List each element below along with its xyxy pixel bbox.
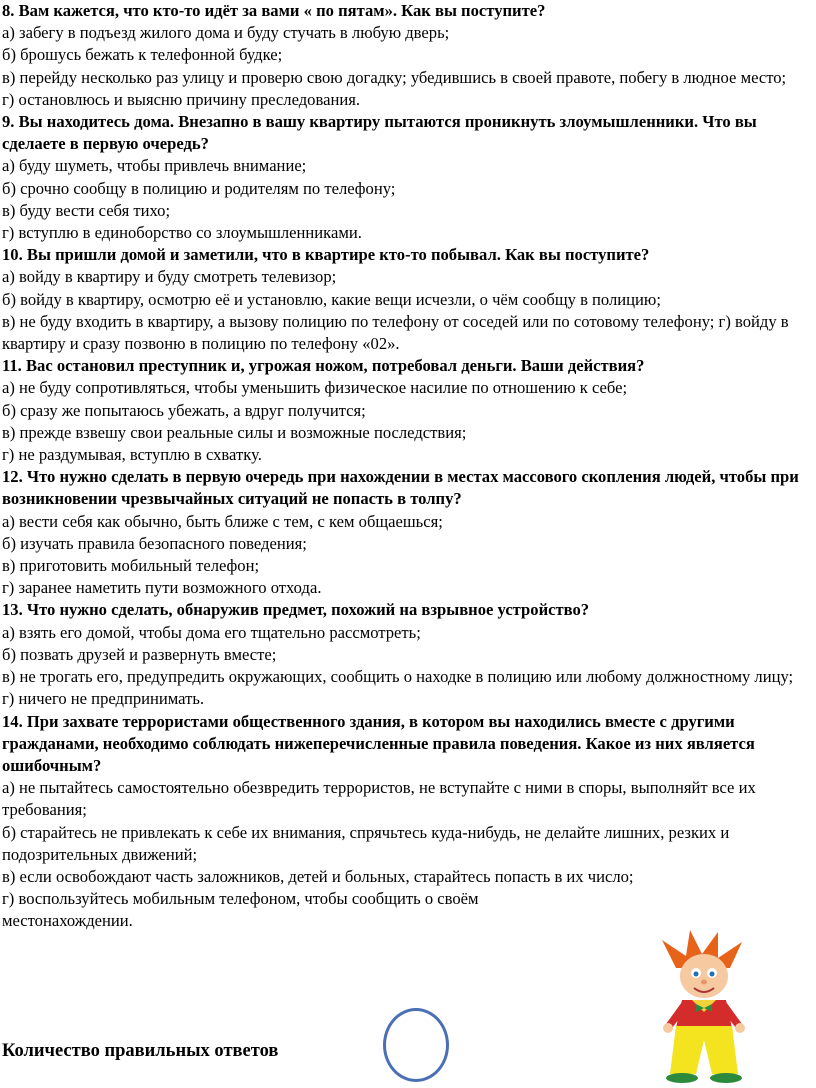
answer-option: а) взять его домой, чтобы дома его тщательно рассмотреть; <box>2 622 421 642</box>
answer-option: г) ничего не предпринимать. <box>2 689 205 709</box>
correct-answers-label: Количество правильных ответов <box>2 1041 279 1061</box>
question-title: 14. При захвате террористами общественного здания, в котором вы находились вместе с другими гражданами, необходимо соблюдать нижеперечисленные правила поведения. Какое из них является ошибочным? <box>2 711 755 775</box>
answer-option: б) сразу же попытаюсь убежать, а вдруг получится; <box>2 400 366 420</box>
question-title: 10. Вы пришли домой и заметили, что в квартире кто-то побывал. Как вы поступите? <box>2 245 650 265</box>
answer-option: в) не трогать его, предупредить окружающих, сообщить о находке в полицию или любому должностному лицу; <box>2 667 794 687</box>
cartoon-boy-illustration <box>656 928 752 1084</box>
answer-option: а) не пытайтесь самостоятельно обезвредить террористов, не вступайте с ними в споры, выполняйт все их требования; <box>2 778 756 820</box>
question-13 <box>2 599 812 710</box>
question-title: 13. Что нужно сделать, обнаружив предмет, похожий на взрывное устройство? <box>2 600 590 620</box>
answer-option: б) позвать друзей и развернуть вместе; <box>2 644 277 664</box>
answer-option: б) старайтесь не привлекать к себе их внимания, спрячьтесь куда-нибудь, не делайте лишних, резких и подозрительных движений; <box>2 822 730 864</box>
answer-option: г) остановлюсь и выясню причину преследования. <box>2 89 360 109</box>
answer-option: в) если освобождают часть заложников, детей и больных, старайтесь попасть в их число; <box>2 866 634 886</box>
answer-option: в) приготовить мобильный телефон; <box>2 556 260 576</box>
answer-option: в) перейду несколько раз улицу и проверю свою догадку; убедившись в своей правоте, побегу в людное место; <box>2 67 787 87</box>
question-9 <box>2 111 812 244</box>
questionnaire <box>2 0 812 933</box>
question-title: 8. Вам кажется, что кто-то идёт за вами « по пятам». Как вы поступите? <box>2 1 546 20</box>
answer-option: в) прежде взвешу свои реальные силы и возможные последствия; <box>2 422 467 442</box>
answer-option: б) войду в квартиру, осмотрю её и установлю, какие вещи исчезли, о чём сообщу в полицию; <box>2 289 661 309</box>
answer-option: а) буду шуметь, чтобы привлечь внимание; <box>2 156 307 176</box>
answer-option: г) не раздумывая, вступлю в схватку. <box>2 445 262 465</box>
question-title: 9. Вы находитесь дома. Внезапно в вашу квартиру пытаются проникнуть злоумышленники. Что вы сделаете в первую очередь? <box>2 112 757 154</box>
answer-option: в) буду вести себя тихо; <box>2 200 171 220</box>
question-10 <box>2 244 812 355</box>
answer-option: а) вести себя как обычно, быть ближе с тем, с кем общаешься; <box>2 511 443 531</box>
score-circle <box>383 1008 449 1082</box>
answer-option: б) срочно сообщу в полицию и родителям по телефону; <box>2 178 396 198</box>
question-title: 12. Что нужно сделать в первую очередь при нахождении в местах массового скопления людей, чтобы при возникновении чрезвычайных ситуаций не попасть в толпу? <box>2 467 799 509</box>
question-8 <box>2 0 812 111</box>
answer-option: а) войду в квартиру и буду смотреть телевизор; <box>2 267 337 287</box>
answer-option: г) воспользуйтесь мобильным телефоном, чтобы сообщить о своём <box>2 889 479 909</box>
answer-option: а) не буду сопротивляться, чтобы уменьшить физическое насилие по отношению к себе; <box>2 378 628 398</box>
answer-option: в) не буду входить в квартиру, а вызову полицию по телефону от соседей или по сотовому телефону; г) войду в квартиру и сразу позвоню в полицию по телефону «02». <box>2 311 789 354</box>
answer-option-continuation: местонахождении. <box>2 911 133 931</box>
question-title: 11. Вас остановил преступник и, угрожая ножом, потребовал деньги. Ваши действия? <box>2 356 645 376</box>
answer-option: г) заранее наметить пути возможного отхода. <box>2 578 322 598</box>
question-12 <box>2 466 812 599</box>
answer-option: а) забегу в подъезд жилого дома и буду стучать в любую дверь; <box>2 23 450 43</box>
question-11 <box>2 355 812 466</box>
question-14 <box>2 711 812 933</box>
answer-option: б) изучать правила безопасного поведения; <box>2 533 307 553</box>
answer-option: г) вступлю в единоборство со злоумышленниками. <box>2 223 362 243</box>
answer-option: б) брошусь бежать к телефонной будке; <box>2 45 283 65</box>
